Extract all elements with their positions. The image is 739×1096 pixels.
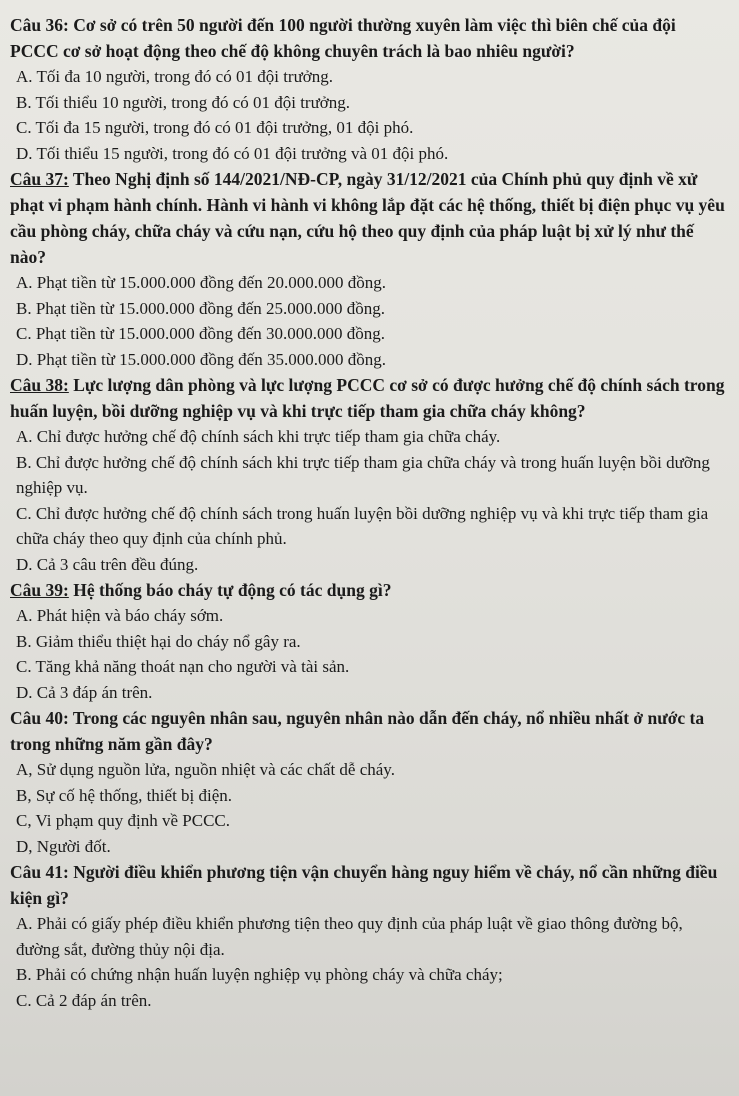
option-b: B. Giảm thiểu thiệt hại do cháy nổ gây ra.: [16, 631, 301, 651]
question-body: Người điều khiển phương tiện vận chuyển hàng nguy hiểm về cháy, nổ cần những điều kiện gì?: [10, 862, 718, 908]
option-a: A, Sử dụng nguồn lửa, nguồn nhiệt và các chất dễ cháy.: [16, 760, 395, 779]
question-number: Câu 37:: [10, 169, 69, 189]
question-body: Lực lượng dân phòng và lực lượng PCCC cơ sở có được hưởng chế độ chính sách trong huấn luyện, bồi dưỡng nghiệp vụ và khi trực tiếp tham gia chữa cháy không?: [10, 375, 725, 421]
option-d: D. Phạt tiền từ 15.000.000 đồng đến 35.000.000 đồng.: [16, 349, 386, 369]
option-a: A. Chỉ được hưởng chế độ chính sách khi trực tiếp tham gia chữa cháy.: [16, 427, 501, 446]
question-number: Câu 38:: [10, 375, 69, 395]
option-d: D. Cả 3 đáp án trên.: [16, 682, 153, 702]
option-b: B. Chỉ được hưởng chế độ chính sách khi trực tiếp tham gia chữa cháy và trong huấn luyện bồi dưỡng nghiệp vụ.: [16, 452, 710, 497]
option-b: B. Phạt tiền từ 15.000.000 đồng đến 25.000.000 đồng.: [16, 298, 386, 318]
question-number: Câu 36:: [10, 15, 69, 35]
option-b: B. Tối thiểu 10 người, trong đó có 01 đội trưởng.: [16, 92, 351, 112]
question-text: [10, 705, 725, 757]
question-body: Hệ thống báo cháy tự động có tác dụng gì?: [68, 580, 392, 600]
option-b: B, Sự cố hệ thống, thiết bị điện.: [16, 785, 233, 805]
option-c: C. Tăng khả năng thoát nạn cho người và tài sản.: [16, 657, 350, 676]
question-41: [10, 859, 725, 1013]
question-40: [10, 705, 725, 859]
option-a: A. Phải có giấy phép điều khiển phương tiện theo quy định của pháp luật về giao thông đường bộ, đường sắt, đường thủy nội địa.: [16, 914, 683, 959]
question-body: Trong các nguyên nhân sau, nguyên nhân nào dẫn đến cháy, nổ nhiều nhất ở nước ta trong những năm gần đây?: [10, 708, 705, 754]
question-37: [10, 166, 725, 372]
question-body: Theo Nghị định số 144/2021/NĐ-CP, ngày 31/12/2021 của Chính phủ quy định về xử phạt vi phạm hành chính. Hành vi hành vi không lắp đặt các hệ thống, thiết bị điện phục vụ yêu cầu phòng cháy, chữa cháy và cứu nạn, cứu hộ theo quy định của pháp luật bị xử lý như thế nào?: [10, 169, 725, 267]
question-text: [10, 166, 725, 270]
question-text: [10, 859, 725, 911]
option-d: D. Tối thiểu 15 người, trong đó có 01 đội trưởng và 01 đội phó.: [16, 143, 449, 163]
question-number: Câu 40:: [10, 708, 69, 728]
option-a: A. Tối đa 10 người, trong đó có 01 đội trưởng.: [16, 67, 334, 86]
question-39: [10, 577, 725, 705]
question-36: [10, 12, 725, 166]
option-d: D. Cả 3 câu trên đều đúng.: [16, 554, 199, 574]
question-38: [10, 372, 725, 577]
option-c: C, Vi phạm quy định về PCCC.: [16, 811, 231, 830]
question-text: [10, 577, 725, 603]
option-b: B. Phải có chứng nhận huấn luyện nghiệp vụ phòng cháy và chữa cháy;: [16, 965, 503, 984]
option-c: C. Tối đa 15 người, trong đó có 01 đội trưởng, 01 đội phó.: [16, 118, 414, 137]
question-text: [10, 372, 725, 424]
question-number: Câu 41:: [10, 862, 69, 882]
option-c: C. Cả 2 đáp án trên.: [16, 990, 152, 1010]
option-c: C. Chỉ được hưởng chế độ chính sách trong huấn luyện bồi dưỡng nghiệp vụ và khi trực tiếp tham gia chữa cháy theo quy định của chính phủ.: [16, 503, 709, 548]
question-body: Cơ sở có trên 50 người đến 100 người thường xuyên làm việc thì biên chế của đội PCCC cơ sở hoạt động theo chế độ không chuyên trách là bao nhiêu người?: [10, 15, 676, 61]
option-d: D, Người đốt.: [16, 836, 111, 856]
option-a: A. Phạt tiền từ 15.000.000 đồng đến 20.000.000 đồng.: [16, 273, 386, 292]
question-text: [10, 12, 725, 64]
option-c: C. Phạt tiền từ 15.000.000 đồng đến 30.000.000 đồng.: [16, 324, 386, 343]
question-number: Câu 39:: [10, 580, 69, 600]
option-a: A. Phát hiện và báo cháy sớm.: [16, 606, 224, 625]
